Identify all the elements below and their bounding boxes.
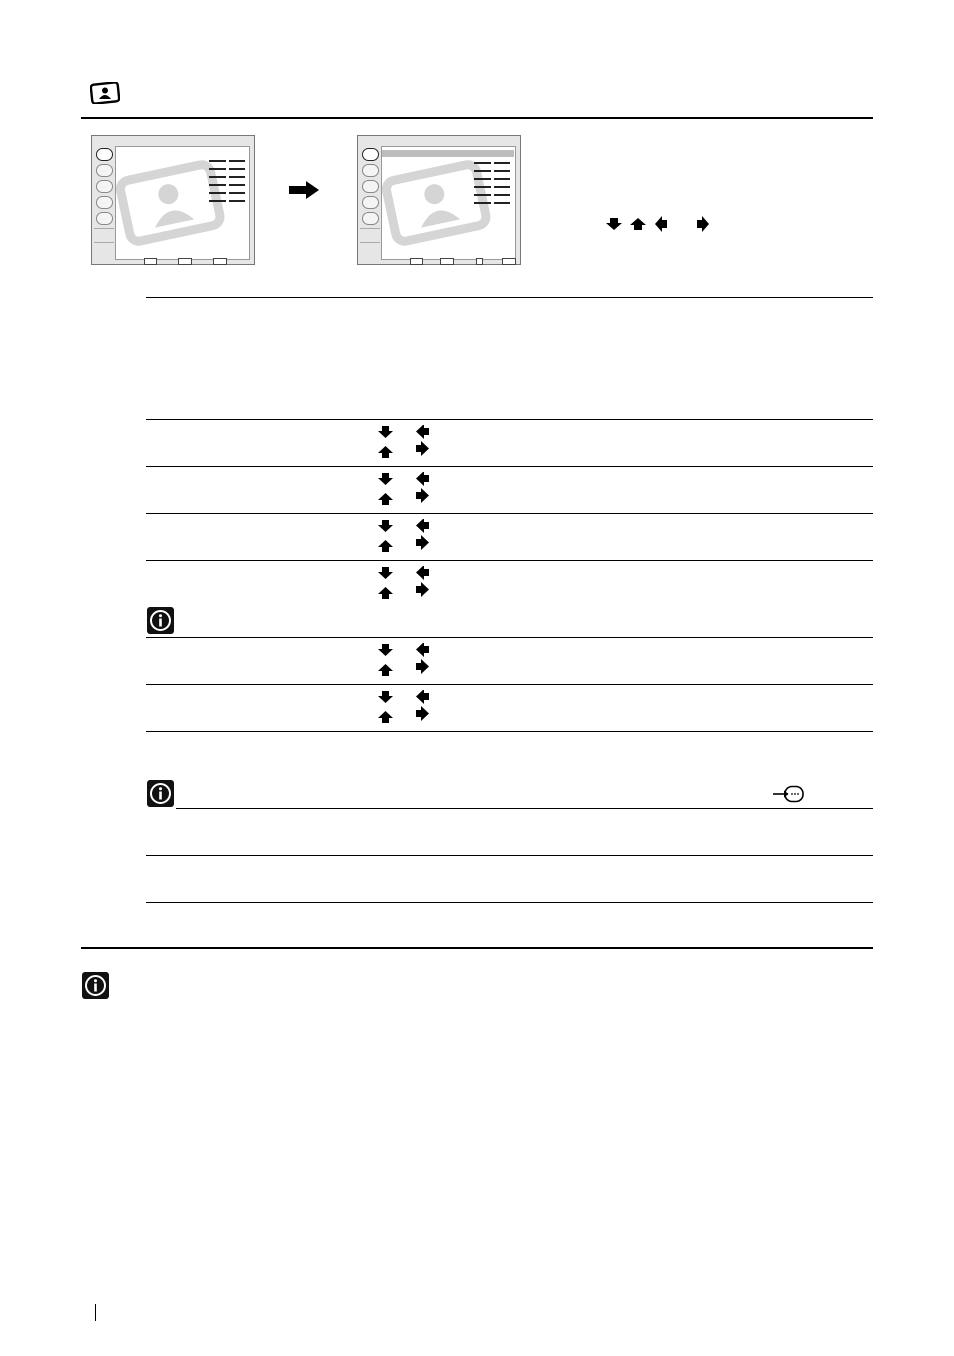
adjust-arrows-row-4 [378, 566, 430, 605]
updown-key-hint [144, 258, 157, 265]
menu-key-hint [502, 258, 516, 265]
level-bar [474, 170, 510, 172]
adjust-arrows-row-5 [378, 643, 430, 682]
adjust-arrows-row-3 [378, 519, 430, 558]
table-rule [146, 419, 873, 420]
level-bar [209, 176, 245, 178]
table-rule [146, 684, 873, 685]
level-bar [209, 192, 245, 194]
picture-tab-icon [362, 148, 379, 161]
input-connector-icon [773, 785, 805, 808]
page-margin-mark [95, 1304, 96, 1321]
table-rule [176, 808, 873, 809]
ok-key-hint [178, 258, 192, 265]
back-key-hint [440, 258, 454, 265]
level-bar [474, 194, 510, 196]
preset-tab-icon [96, 212, 113, 225]
nav-arrow-icons [605, 216, 715, 237]
info-icon [82, 972, 109, 999]
level-bar [209, 168, 245, 170]
timer-tab-icon [96, 180, 113, 193]
level-bar [474, 162, 510, 164]
level-bar [474, 186, 510, 188]
adjust-arrows-row-6 [378, 690, 430, 729]
section-end-rule [81, 947, 873, 949]
picture-menu-icon [90, 82, 120, 109]
header-rule [81, 117, 873, 119]
setup-tab-icon [96, 196, 113, 209]
picture-menu-screen [91, 135, 255, 265]
adjust-arrows-row-2 [378, 472, 430, 511]
level-bar [209, 184, 245, 186]
table-rule [146, 731, 873, 732]
table-rule [146, 637, 873, 638]
table-rule [146, 855, 873, 856]
sound-tab-icon [362, 164, 379, 177]
table-rule [146, 560, 873, 561]
table-rule [146, 902, 873, 903]
table-rule [146, 466, 873, 467]
table-rule [146, 513, 873, 514]
setup-tab-icon [362, 196, 379, 209]
menu-key-hint [213, 258, 227, 265]
picture-adjust-screen [357, 135, 521, 265]
level-bar [209, 160, 245, 162]
right-arrow-icon [289, 181, 319, 199]
level-bar [474, 178, 510, 180]
sound-tab-icon [96, 164, 113, 177]
adjust-arrows-row-1 [378, 425, 430, 464]
ok-key-hint [476, 258, 483, 265]
info-icon [147, 780, 174, 807]
timer-tab-icon [362, 180, 379, 193]
picture-tab-icon [96, 148, 113, 161]
level-bar [474, 202, 510, 204]
level-bar [209, 200, 245, 202]
updown-key-hint [410, 258, 423, 265]
table-rule [146, 297, 873, 298]
info-icon [147, 607, 174, 634]
preset-tab-icon [362, 212, 379, 225]
